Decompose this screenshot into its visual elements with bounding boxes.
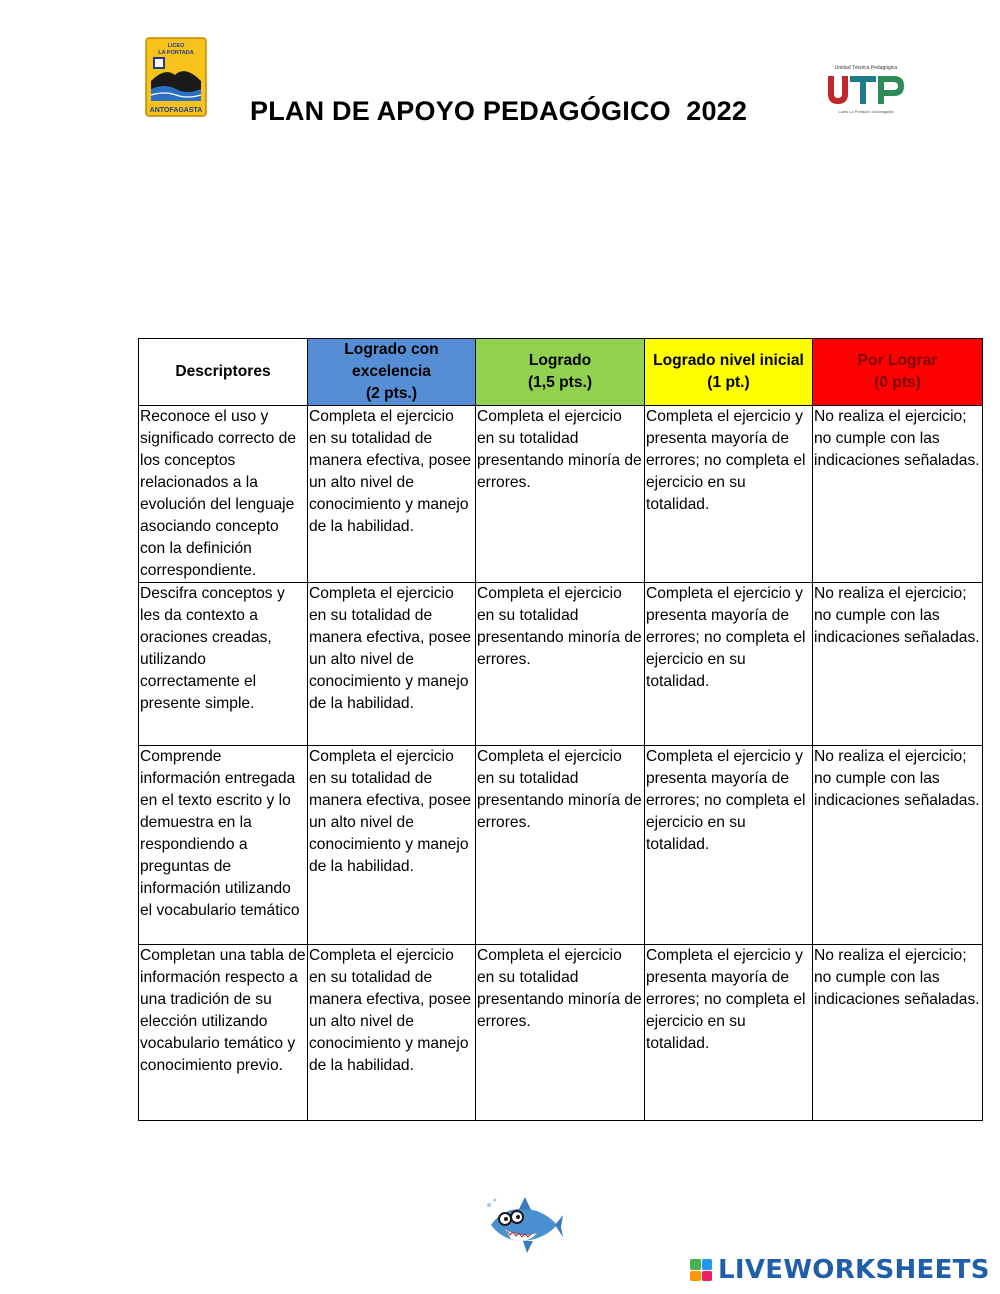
utp-top-text: Unidad Técnica Pedagógica	[834, 65, 898, 71]
excelencia-cell: Completa el ejercicio en su totalidad de manera efectiva, posee un alto nivel de conocimiento y manejo de la habilidad.	[308, 945, 476, 1121]
liveworksheets-wordmark: LIVEWORKSHEETS	[718, 1255, 990, 1285]
page-title: PLAN DE APOYO PEDAGÓGICO 2022	[250, 96, 748, 126]
header-por-lograr: Por Lograr (0 pts)	[813, 339, 983, 406]
header-logrado: Logrado (1,5 pts.)	[476, 339, 645, 406]
crest-line-1: LICEO	[167, 43, 185, 49]
rubric-header-row	[139, 339, 983, 406]
utp-logo	[822, 62, 910, 118]
inicial-cell: Completa el ejercicio y presenta mayoría de errores; no completa el ejercicio en su totalidad.	[645, 583, 813, 746]
school-crest-logo	[145, 37, 207, 117]
liveworksheets-badge-icon	[690, 1259, 712, 1281]
excelencia-cell: Completa el ejercicio en su totalidad de manera efectiva, posee un alto nivel de conocimiento y manejo de la habilidad.	[308, 583, 476, 746]
logrado-cell: Completa el ejercicio en su totalidad presentando minoría de errores.	[476, 945, 645, 1121]
inicial-cell: Completa el ejercicio y presenta mayoría de errores; no completa el ejercicio en su totalidad.	[645, 945, 813, 1121]
header-descriptores: Descriptores	[139, 339, 308, 406]
inicial-cell: Completa el ejercicio y presenta mayoría de errores; no completa el ejercicio en su totalidad.	[645, 746, 813, 945]
excelencia-cell: Completa el ejercicio en su totalidad de manera efectiva, posee un alto nivel de conocimiento y manejo de la habilidad.	[308, 406, 476, 583]
descriptor-cell: Reconoce el uso y significado correcto de los conceptos relacionados a la evolución del lenguaje asociando concepto con la definición correspondiente.	[139, 406, 308, 583]
descriptor-cell: Descifra conceptos y les da contexto a oraciones creadas, utilizando correctamente el presente simple.	[139, 583, 308, 746]
crest-line-2: LA PORTADA	[158, 50, 194, 56]
header-excelencia: Logrado con excelencia (2 pts.)	[308, 339, 476, 406]
inicial-cell: Completa el ejercicio y presenta mayoría de errores; no completa el ejercicio en su totalidad.	[645, 406, 813, 583]
table-row	[139, 406, 983, 583]
descriptor-cell: Completan una tabla de información respecto a una tradición de su elección utilizando vocabulario temático y conocimiento previo.	[139, 945, 308, 1121]
table-row	[139, 583, 983, 746]
por-lograr-cell: No realiza el ejercicio; no cumple con las indicaciones señaladas.	[813, 746, 983, 945]
excelencia-cell: Completa el ejercicio en su totalidad de manera efectiva, posee un alto nivel de conocimiento y manejo de la habilidad.	[308, 746, 476, 945]
por-lograr-cell: No realiza el ejercicio; no cumple con las indicaciones señaladas.	[813, 583, 983, 746]
utp-bottom-text: Liceo La Portada • Antofagasta	[838, 109, 894, 114]
por-lograr-cell: No realiza el ejercicio; no cumple con las indicaciones señaladas.	[813, 945, 983, 1121]
table-row	[139, 746, 983, 945]
table-row	[139, 945, 983, 1121]
liveworksheets-brand	[690, 1255, 990, 1285]
logrado-cell: Completa el ejercicio en su totalidad presentando minoría de errores.	[476, 583, 645, 746]
logrado-cell: Completa el ejercicio en su totalidad presentando minoría de errores.	[476, 406, 645, 583]
header-inicial: Logrado nivel inicial (1 pt.)	[645, 339, 813, 406]
crest-line-3: ANTOFAGASTA	[149, 107, 203, 114]
shark-mascot-icon	[483, 1195, 563, 1259]
descriptor-cell: Comprende información entregada en el texto escrito y lo demuestra en la respondiendo a preguntas de información utilizando el vocabulario temático	[139, 746, 308, 945]
por-lograr-cell: No realiza el ejercicio; no cumple con las indicaciones señaladas.	[813, 406, 983, 583]
rubric-table	[138, 338, 983, 1121]
logrado-cell: Completa el ejercicio en su totalidad presentando minoría de errores.	[476, 746, 645, 945]
